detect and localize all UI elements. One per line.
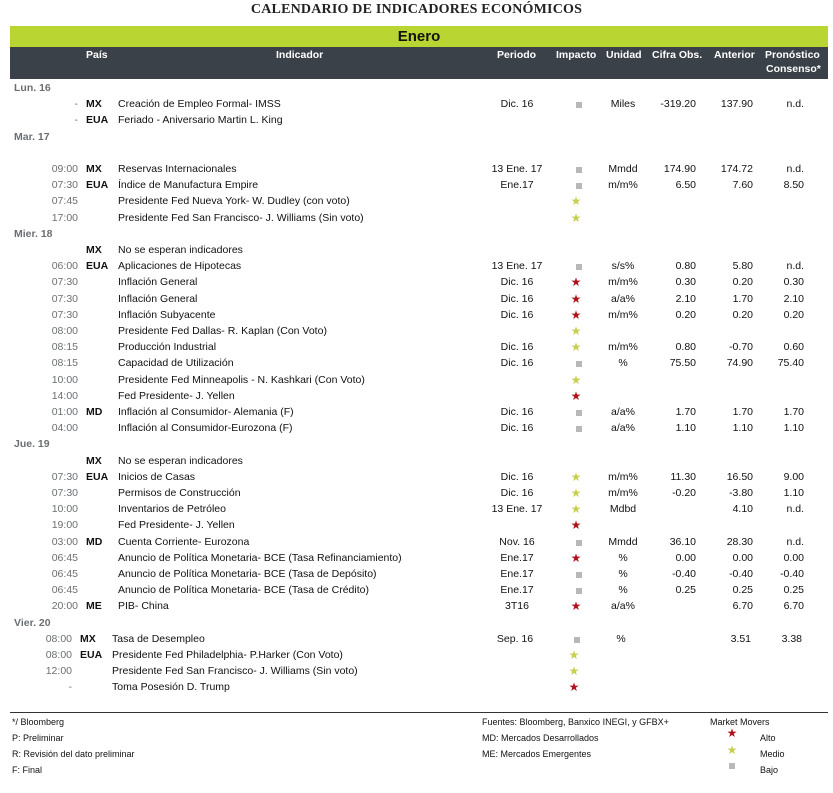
- row-forecast: 8.50: [783, 179, 804, 192]
- row-observed: 0.80: [675, 341, 696, 354]
- row-forecast: 6.70: [783, 600, 804, 613]
- row-observed: 2.10: [675, 292, 696, 305]
- row-country: EUA: [86, 179, 109, 192]
- row-observed: 0.25: [675, 584, 696, 597]
- row-indicator: Fed Presidente- J. Yellen: [118, 389, 235, 402]
- row-indicator: Presidente Fed San Francisco- J. Williams (Sin voto): [118, 211, 364, 224]
- header-anterior: Anterior: [714, 49, 755, 61]
- row-time: -: [74, 114, 78, 127]
- header-impacto: Impacto: [556, 49, 597, 61]
- row-observed: 0.30: [675, 276, 696, 289]
- day-header-row: [0, 437, 833, 453]
- header-pais: País: [86, 49, 108, 61]
- row-indicator: Anuncio de Política Monetaria- BCE (Tasa de Depósito): [118, 568, 377, 580]
- table-row: [0, 194, 833, 210]
- row-period: Dic. 16: [500, 98, 534, 111]
- note-revision: R: Revisión del dato preliminar: [12, 749, 135, 759]
- row-forecast: n.d.: [786, 503, 804, 516]
- row-period: Dic. 16: [500, 292, 534, 305]
- row-unit: m/m%: [608, 487, 638, 499]
- row-observed: 1.10: [675, 422, 696, 435]
- header-pronostico: Pronóstico: [765, 49, 820, 61]
- impact-medio-icon: ★: [570, 210, 582, 225]
- row-unit: a/a%: [611, 600, 635, 613]
- row-unit: m/m%: [608, 276, 638, 289]
- table-row: [0, 680, 833, 696]
- impact-alto-icon: ★: [570, 550, 582, 565]
- row-indicator: Cuenta Corriente- Eurozona: [118, 535, 250, 548]
- day-label: Mar. 17: [14, 130, 50, 143]
- row-forecast: 0.25: [783, 584, 804, 597]
- row-time: 19:00: [51, 519, 78, 532]
- impact-alto-icon: ★: [570, 518, 582, 533]
- row-forecast: 75.40: [777, 357, 804, 370]
- table-header: [10, 47, 828, 79]
- row-indicator: Inflación al Consumidor- Alemania (F): [118, 406, 294, 418]
- table-row: [0, 599, 833, 615]
- row-period: Ene.17: [500, 584, 534, 597]
- day-label: Lun. 16: [14, 82, 51, 94]
- row-previous: 0.00: [732, 551, 753, 564]
- row-observed: -0.40: [672, 568, 696, 580]
- impact-medio-icon: ★: [570, 324, 582, 338]
- row-forecast: 1.10: [783, 422, 804, 435]
- row-indicator: Anuncio de Política Monetaria- BCE (Tasa Refinanciamiento): [118, 551, 402, 564]
- row-forecast: n.d.: [786, 260, 804, 273]
- row-previous: 74.90: [726, 357, 753, 370]
- row-observed: -319.20: [660, 98, 696, 111]
- row-time: 14:00: [51, 389, 78, 402]
- row-country: EUA: [86, 470, 109, 483]
- row-indicator: Producción Industrial: [118, 341, 217, 354]
- impact-medio-icon: ★: [570, 502, 582, 517]
- row-forecast: n.d.: [786, 98, 804, 111]
- row-time: 08:00: [45, 632, 72, 645]
- table-row: [0, 551, 833, 567]
- row-country: EUA: [86, 260, 109, 273]
- row-forecast: 0.00: [783, 551, 804, 564]
- table-row: [0, 178, 833, 194]
- impact-medio-icon: ★: [570, 194, 582, 209]
- legend-alto: Alto: [760, 733, 776, 743]
- header-consenso: Consenso*: [766, 63, 821, 75]
- row-time: 12:00: [45, 665, 72, 678]
- row-time: 04:00: [51, 422, 78, 435]
- row-country: EUA: [86, 114, 109, 127]
- square-bajo-icon: [722, 759, 742, 772]
- row-indicator: Inflación Subyacente: [118, 308, 216, 321]
- row-indicator: Permisos de Construcción: [118, 487, 241, 499]
- row-indicator: Toma Posesión D. Trump: [112, 681, 230, 694]
- table-row: [0, 113, 833, 129]
- row-unit: m/m%: [608, 308, 638, 321]
- header-periodo: Periodo: [497, 49, 537, 61]
- table-row: [0, 389, 833, 405]
- row-observed: 1.70: [675, 406, 696, 418]
- row-unit: Mmdd: [608, 163, 638, 175]
- table-row: [0, 405, 833, 421]
- row-period: Ene.17: [500, 568, 534, 580]
- row-forecast: 0.30: [783, 276, 804, 289]
- note-final: F: Final: [12, 765, 43, 775]
- row-observed: 174.90: [663, 163, 696, 175]
- table-row: [0, 324, 833, 340]
- impact-alto-icon: ★: [570, 291, 582, 306]
- row-period: Nov. 16: [499, 535, 535, 548]
- day-label: Mier. 18: [14, 227, 53, 240]
- row-time: 06:45: [51, 584, 78, 597]
- row-time: 01:00: [51, 406, 78, 418]
- header-unidad: Unidad: [606, 49, 642, 61]
- table-row: [0, 259, 833, 275]
- row-country: MX: [86, 454, 102, 467]
- row-period: Dic. 16: [500, 357, 534, 370]
- row-period: Dic. 16: [500, 487, 534, 499]
- row-time: 03:00: [51, 535, 78, 548]
- row-country: MX: [86, 244, 102, 256]
- day-label: Vier. 20: [14, 616, 51, 629]
- row-unit: a/a%: [611, 406, 635, 418]
- row-period: Dic. 16: [500, 308, 534, 321]
- row-unit: m/m%: [608, 470, 638, 483]
- table-row: [0, 470, 833, 486]
- row-observed: 36.10: [669, 535, 696, 548]
- row-indicator: Capacidad de Utilización: [118, 357, 234, 370]
- table-row: [0, 308, 833, 324]
- me-legend: ME: Mercados Emergentes: [482, 749, 592, 759]
- legend-medio: Medio: [760, 749, 785, 759]
- row-observed: 11.30: [670, 470, 696, 483]
- row-forecast: 1.10: [783, 487, 804, 499]
- row-country: ME: [86, 600, 102, 613]
- row-unit: Mdbd: [609, 503, 637, 516]
- header-cifra: Cifra Obs.: [652, 49, 703, 61]
- row-time: 07:30: [51, 308, 78, 321]
- row-forecast: 2.10: [783, 292, 804, 305]
- row-indicator: Inicios de Casas: [118, 470, 196, 483]
- row-previous: -0.70: [729, 341, 753, 354]
- legend-bajo: Bajo: [760, 765, 779, 775]
- spacer-row: [0, 146, 833, 162]
- page-title: CALENDARIO DE INDICADORES ECONÓMICOS: [250, 2, 583, 17]
- row-indicator: PIB- China: [118, 600, 169, 613]
- row-time: 07:30: [51, 179, 78, 192]
- row-forecast: 1.70: [783, 406, 804, 418]
- row-country: EUA: [80, 649, 103, 661]
- row-time: 08:15: [51, 341, 78, 354]
- row-previous: 174.72: [720, 163, 753, 175]
- impact-medio-icon: ★: [570, 469, 582, 484]
- row-time: 06:45: [51, 551, 78, 564]
- table-row: [0, 632, 833, 648]
- table-row: [0, 211, 833, 227]
- md-legend: MD: Mercados Desarrollados: [482, 733, 599, 743]
- row-unit: %: [618, 357, 628, 370]
- table-row: [0, 356, 833, 372]
- row-unit: %: [616, 632, 626, 645]
- row-time: -: [74, 98, 78, 111]
- table-row: [0, 583, 833, 599]
- row-unit: a/a%: [611, 292, 635, 305]
- row-unit: m/m%: [608, 341, 638, 354]
- row-previous: 16.50: [726, 470, 753, 483]
- row-time: 06:00: [51, 260, 78, 273]
- row-observed: 0.00: [675, 551, 696, 564]
- row-indicator: Presidente Fed Nueva York- W. Dudley (con voto): [118, 195, 350, 208]
- row-time: 07:45: [51, 195, 78, 208]
- note-bloomberg: */ Bloomberg: [12, 717, 65, 727]
- row-time: 08:00: [51, 325, 78, 337]
- row-time: 09:00: [51, 163, 78, 175]
- row-forecast: n.d.: [786, 163, 804, 175]
- table-row: [0, 373, 833, 389]
- footer-divider: [10, 712, 828, 713]
- row-observed: 0.80: [675, 260, 696, 273]
- row-indicator: No se esperan indicadores: [118, 244, 243, 256]
- row-period: Dic. 16: [500, 470, 534, 483]
- table-row: [0, 97, 833, 113]
- row-indicator: Presidente Fed Dallas- R. Kaplan (Con Voto): [118, 325, 327, 337]
- impact-medio-icon: ★: [570, 372, 582, 387]
- row-time: 20:00: [51, 600, 78, 613]
- row-unit: %: [618, 551, 628, 564]
- star-medio-icon: ★: [726, 743, 738, 757]
- table-row: [0, 454, 833, 470]
- row-indicator: No se esperan indicadores: [118, 454, 243, 467]
- row-indicator: Feriado - Aniversario Martin L. King: [118, 114, 283, 127]
- row-previous: 28.30: [726, 535, 753, 548]
- row-period: Ene.17: [500, 551, 534, 564]
- day-label: Jue. 19: [14, 438, 50, 451]
- row-previous: 137.90: [720, 98, 753, 111]
- row-previous: 3.51: [730, 632, 751, 645]
- row-indicator: Inventarios de Petróleo: [118, 503, 226, 516]
- row-observed: 0.20: [675, 308, 696, 321]
- table-row: [0, 502, 833, 518]
- impact-alto-icon: ★: [568, 680, 580, 695]
- row-forecast: 9.00: [783, 470, 804, 483]
- impact-medio-icon: ★: [568, 648, 580, 662]
- row-indicator: Reservas Internacionales: [118, 163, 237, 175]
- row-period: Dic. 16: [500, 276, 534, 289]
- row-indicator: Tasa de Desempleo: [112, 632, 205, 645]
- row-time: 10:00: [51, 503, 78, 516]
- row-previous: -0.40: [729, 568, 753, 580]
- row-time: 07:30: [51, 292, 78, 305]
- row-country: MD: [86, 406, 103, 418]
- row-period: Sep. 16: [496, 632, 534, 645]
- header-indicador: Indicador: [276, 49, 324, 61]
- legend-title: Market Movers: [710, 717, 770, 727]
- table-row: [0, 486, 833, 502]
- note-preliminar: P: Preliminar: [12, 733, 64, 743]
- sources-text: Fuentes: Bloomberg, Banxico INEGI, y GFBX+: [482, 717, 669, 727]
- row-time: 10:00: [51, 373, 78, 386]
- table-row: [0, 421, 833, 437]
- table-row: [0, 648, 833, 664]
- table-row: [0, 518, 833, 534]
- row-period: 13 Ene. 17: [491, 503, 543, 516]
- row-previous: 6.70: [732, 600, 753, 613]
- row-period: 13 Ene. 17: [491, 163, 543, 175]
- day-header-row: [0, 227, 833, 243]
- impact-alto-icon: ★: [570, 599, 582, 614]
- row-country: MX: [80, 632, 96, 645]
- row-unit: Miles: [610, 98, 636, 111]
- row-time: 07:30: [51, 470, 78, 483]
- row-indicator: Anuncio de Política Monetaria- BCE (Tasa de Crédito): [118, 584, 369, 597]
- row-forecast: 0.20: [783, 308, 804, 321]
- table-row: [0, 535, 833, 551]
- impact-medio-icon: ★: [568, 664, 580, 679]
- table-row: [0, 567, 833, 583]
- row-forecast: 3.38: [781, 632, 802, 645]
- row-unit: a/a%: [611, 422, 635, 435]
- row-time: 07:30: [51, 276, 78, 289]
- star-alto-icon: ★: [726, 726, 738, 740]
- row-time: 08:00: [45, 649, 72, 661]
- row-previous: 1.70: [732, 406, 753, 418]
- row-period: 13 Ene. 17: [491, 260, 543, 273]
- row-country: MD: [86, 535, 103, 548]
- row-country: MX: [86, 163, 102, 175]
- row-unit: %: [618, 584, 628, 597]
- row-previous: 0.25: [732, 584, 753, 597]
- row-previous: 1.10: [732, 422, 753, 435]
- row-time: 07:30: [51, 487, 78, 499]
- table-row: [0, 340, 833, 356]
- table-row: [0, 243, 833, 259]
- row-period: Ene.17: [500, 179, 534, 192]
- row-period: 3T16: [505, 600, 529, 613]
- row-time: -: [68, 681, 72, 694]
- day-header-row: [0, 616, 833, 632]
- row-unit: m/m%: [608, 179, 638, 192]
- row-time: 17:00: [51, 211, 78, 224]
- row-forecast: -0.40: [780, 568, 804, 580]
- row-observed: 75.50: [669, 357, 696, 370]
- day-header-row: [0, 81, 833, 97]
- table-row: [0, 162, 833, 178]
- table-row: [0, 292, 833, 308]
- row-period: Dic. 16: [500, 422, 534, 435]
- row-time: 06:45: [51, 568, 78, 580]
- row-indicator: Presidente Fed San Francisco- J. Williams (Sin voto): [112, 665, 358, 678]
- row-indicator: Creación de Empleo Formal- IMSS: [118, 98, 281, 111]
- table-row: [0, 275, 833, 291]
- row-indicator: Presidente Fed Philadelphia- P.Harker (Con Voto): [112, 649, 343, 661]
- row-previous: 7.60: [732, 179, 753, 192]
- impact-alto-icon: ★: [570, 307, 582, 322]
- row-indicator: Índice de Manufactura Empire: [118, 179, 259, 192]
- impact-alto-icon: ★: [570, 275, 582, 290]
- row-indicator: Inflación General: [118, 276, 198, 289]
- row-time: 08:15: [51, 357, 78, 370]
- row-observed: -0.20: [672, 487, 696, 499]
- row-previous: 0.20: [732, 276, 753, 289]
- row-forecast: 0.60: [783, 341, 804, 354]
- row-unit: s/s%: [611, 260, 635, 273]
- day-header-row: [0, 130, 833, 146]
- row-country: MX: [86, 98, 102, 111]
- row-unit: Mmdd: [608, 535, 638, 548]
- row-indicator: Inflación General: [118, 292, 198, 305]
- row-indicator: Presidente Fed Minneapolis - N. Kashkari (Con Voto): [118, 373, 365, 386]
- row-previous: 1.70: [732, 292, 753, 305]
- row-indicator: Fed Presidente- J. Yellen: [118, 519, 235, 532]
- row-indicator: Aplicaciones de Hipotecas: [118, 260, 242, 273]
- impact-medio-icon: ★: [570, 340, 582, 355]
- row-period: Dic. 16: [500, 406, 534, 418]
- row-unit: %: [618, 568, 628, 580]
- row-previous: 0.20: [732, 308, 753, 321]
- row-forecast: n.d.: [786, 535, 804, 548]
- row-observed: 6.50: [675, 179, 696, 192]
- row-indicator: Inflación al Consumidor-Eurozona (F): [118, 422, 293, 435]
- impact-alto-icon: ★: [570, 388, 582, 403]
- row-previous: 5.80: [732, 260, 753, 273]
- row-previous: -3.80: [729, 487, 753, 499]
- table-row: [0, 664, 833, 680]
- month-banner: Enero: [10, 26, 828, 47]
- impact-medio-icon: ★: [570, 486, 582, 500]
- row-previous: 4.10: [732, 503, 753, 516]
- row-period: Dic. 16: [500, 341, 534, 354]
